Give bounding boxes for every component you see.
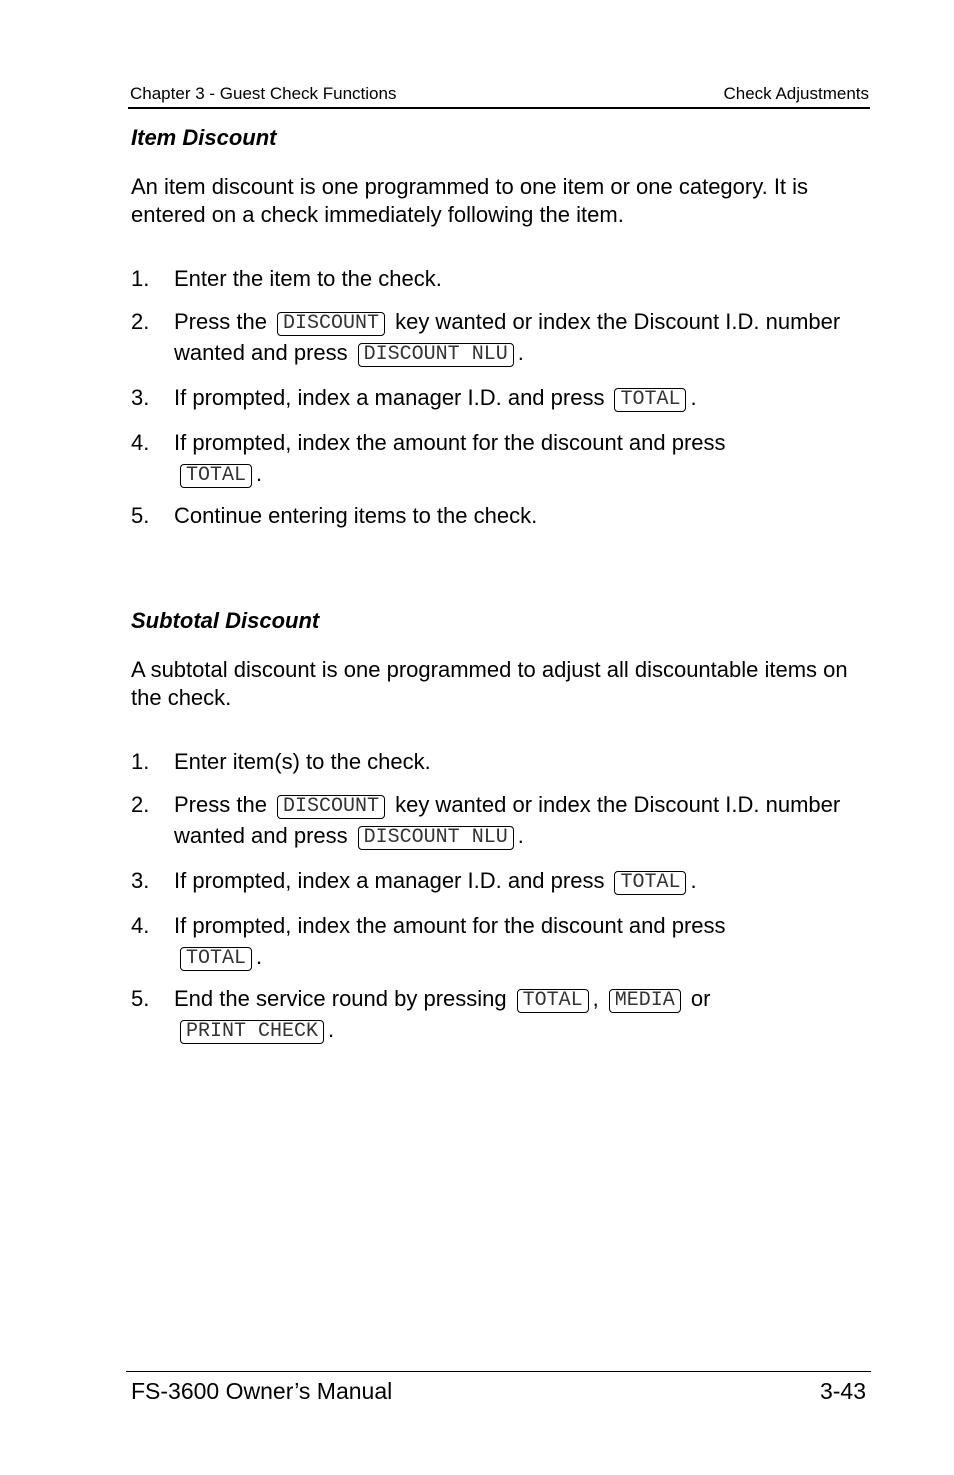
item-discount-intro: An item discount is one programmed to one item or one category. It is entered on a check immediately following the item.	[131, 174, 809, 227]
step-text: If prompted, index the amount for the discount and press TOTAL .	[174, 913, 726, 970]
discount-nlu-key: DISCOUNT NLU	[358, 343, 514, 367]
step-text: If prompted, index a manager I.D. and press TOTAL .	[174, 385, 697, 411]
header-divider	[128, 107, 870, 109]
step-text: Continue entering items to the check.	[174, 503, 538, 528]
discount-key: DISCOUNT	[277, 312, 385, 336]
step-number: 2.	[131, 792, 150, 817]
step-text: Enter item(s) to the check.	[174, 749, 431, 774]
step-number: 5.	[131, 503, 150, 528]
section-title: Check Adjustments	[723, 84, 869, 103]
print-check-key: PRINT CHECK	[180, 1020, 324, 1044]
subtotal-discount-heading: Subtotal Discount	[131, 608, 320, 633]
total-key: TOTAL	[517, 989, 589, 1013]
total-key: TOTAL	[614, 388, 686, 412]
step-number: 3.	[131, 868, 150, 893]
discount-nlu-key: DISCOUNT NLU	[358, 826, 514, 850]
manual-title: FS-3600 Owner’s Manual	[131, 1378, 393, 1404]
total-key: TOTAL	[614, 871, 686, 895]
chapter-title: Chapter 3 - Guest Check Functions	[130, 84, 397, 103]
step-number: 2.	[131, 309, 150, 334]
total-key: TOTAL	[180, 464, 252, 488]
step-number: 4.	[131, 913, 150, 938]
step-number: 1.	[131, 266, 150, 291]
page-number: 3-43	[819, 1378, 866, 1404]
step-number: 5.	[131, 986, 150, 1011]
step-number: 4.	[131, 430, 150, 455]
step-text: Press the DISCOUNT key wanted or index the Discount I.D. number wanted and press DISCOUNT NLU .	[174, 309, 841, 366]
step-number: 3.	[131, 385, 150, 410]
media-key: MEDIA	[609, 989, 681, 1013]
item-discount-heading: Item Discount	[131, 125, 277, 150]
step-text: If prompted, index the amount for the discount and press TOTAL .	[174, 430, 726, 487]
discount-key: DISCOUNT	[277, 795, 385, 819]
total-key: TOTAL	[180, 947, 252, 971]
step-text: If prompted, index a manager I.D. and press TOTAL .	[174, 868, 697, 894]
subtotal-discount-intro: A subtotal discount is one programmed to adjust all discountable items on the check.	[131, 657, 848, 710]
step-text: Enter the item to the check.	[174, 266, 442, 291]
step-text: End the service round by pressing TOTAL , MEDIA or PRINT CHECK .	[174, 986, 711, 1043]
footer-divider	[126, 1371, 871, 1372]
step-text: Press the DISCOUNT key wanted or index the Discount I.D. number wanted and press DISCOUNT NLU .	[174, 792, 841, 849]
step-number: 1.	[131, 749, 150, 774]
